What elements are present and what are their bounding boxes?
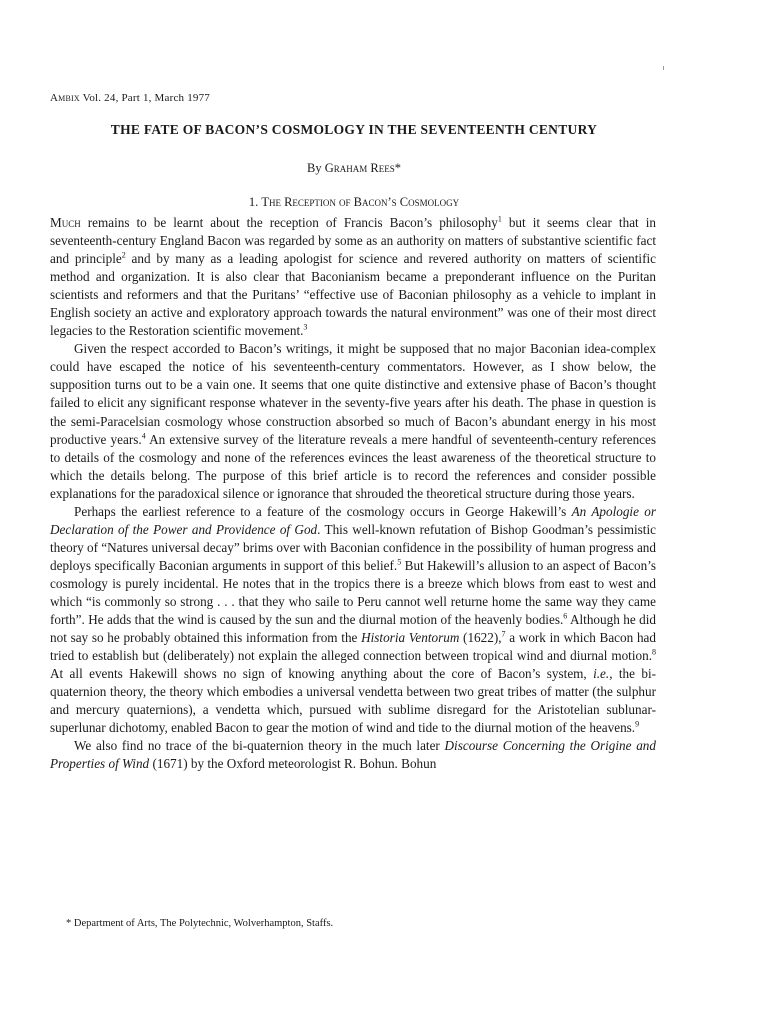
text-run: (1622),	[459, 630, 502, 646]
author-footnote-mark: *	[394, 161, 401, 175]
book-title: Historia Ventorum	[361, 630, 460, 646]
section-heading	[50, 195, 658, 210]
text-run: remains to be learnt about the reception of Francis Bacon’s philosophy	[80, 215, 498, 230]
text-run: An extensive survey of the literature reveals a mere handful of seventeenth-century references to details of the cosmology and none of the references evinces the least awareness of the theoretical structure to which the details belong. The purpose of this brief article is to record the references and consider possible explanations for the paradoxical silence or ignorance that shrouded the theoretical structure during those years.	[50, 431, 656, 501]
text-run: (1671) by the Oxford meteorologist R. Bohun. Bohun	[149, 756, 437, 772]
scan-speck	[663, 66, 664, 70]
text-run: Although he did not say so he probably obtained this information from the	[50, 612, 657, 646]
text-run: . This well-known refutation of Bishop Goodman’s pessimistic theory of “Natures universal decay” brims over with Baconian confidence in the possibility of human progress and deploys specifically Baconian arguments in support of this belief.	[50, 521, 656, 573]
book-title: Discourse Concerning the Origine and Properties of Wind	[50, 738, 656, 772]
text-run: We also find no trace of the bi-quaternion theory in the much later	[74, 738, 445, 754]
text-run: , the bi-quaternion theory, the theory which embodies a universal vendetta between two great tribes of matter (the sulphur and mercury quaternions), a vendetta which, pursued with sublime disregard for the Aristotelian sublunar-superlunar dichotomy, enabled Bacon to gear the motion of wind and tide to the diurnal motion of the heavens.	[50, 666, 656, 736]
paragraph-1	[50, 214, 656, 340]
footnote-ref: 3	[303, 322, 308, 332]
paragraph-lead: Much	[50, 215, 81, 230]
text-run: and by many as a leading apologist for science and revered authority on matters of scientific method and organization. It is also clear that Baconianism became a preponderant influence on the Puritan scientists and reformers and that the Puritans’ “effective use of Baconian philosophy as a vehicle to implant in English society an active and exploratory approach towards the natural environment” was one of their most direct legacies to the Restoration scientific movement.	[50, 251, 656, 339]
footnote-ref: 8	[652, 647, 656, 657]
footnote-ref: 5	[397, 557, 402, 567]
text-run: a work in which Bacon had tried to establish but (deliberately) not explain the alleged connection between tropical wind and diurnal motion.	[50, 630, 656, 664]
footnote-ref: 6	[563, 611, 568, 621]
text-run: Given the respect accorded to Bacon’s writings, it might be supposed that no major Baconian idea-complex could have escaped the notice of his seventeenth-century commentators. However, as I show below, the supposition turns out to be a vain one. It seems that one quite distinctive and extensive phase of Bacon’s thought failed to elicit any significant response whatever in the seventy-five years after his death. The phase in question is the semi-Paracelsian cosmology whose construction absorbed so much of Bacon’s abundant energy in his most productive years.	[50, 341, 656, 447]
journal-name: Ambix	[50, 92, 80, 104]
article-body	[50, 214, 656, 773]
text-run: Perhaps the earliest reference to a feature of the cosmology occurs in George Hakewill’s	[74, 503, 572, 519]
footnote-ref: 4	[141, 431, 146, 441]
text-run: At all events Hakewill shows no sign of knowing anything about the core of Bacon’s system,	[50, 666, 594, 682]
footnote-ref: 9	[635, 719, 640, 729]
author-by: By	[307, 161, 325, 175]
footnote-ref: 1	[497, 214, 502, 224]
journal-citation	[50, 92, 210, 104]
paragraph-2	[50, 340, 656, 502]
text-run: But Hakewill’s allusion to an aspect of Bacon’s cosmology is purely incidental. He notes that in the tropics there is a breeze which blows from east to west and which “is commonly so strong . . . that they who saile to Peru cannot well returne home the same way they came forth”. He adds that the wind is caused by the sun and the diurnal motion of the heavenly bodies.	[50, 557, 656, 628]
abbreviation: i.e.	[593, 666, 610, 682]
section-title: The Reception of Bacon’s Cosmology	[261, 195, 460, 209]
article-title: THE FATE OF BACON’S COSMOLOGY IN THE SEVENTEENTH CENTURY	[110, 122, 598, 137]
text-run: but it seems clear that in seventeenth-century England Bacon was regarded by some as an authority on matters of substantive scientific fact and principle	[50, 215, 656, 267]
footnote-ref: 2	[121, 250, 126, 260]
footnote-ref: 7	[501, 629, 506, 639]
section-number: 1.	[248, 195, 262, 209]
book-title: An Apologie or Declaration of the Power and Providence of God	[50, 503, 656, 537]
journal-volume: Vol. 24, Part 1, March 1977	[79, 92, 211, 104]
paragraph-3	[50, 503, 656, 738]
author-affiliation-footnote: * Department of Arts, The Polytechnic, Wolverhampton, Staffs.	[66, 918, 334, 929]
paragraph-4	[50, 737, 656, 773]
author-name: Graham Rees	[324, 161, 395, 175]
author-line	[50, 161, 658, 176]
